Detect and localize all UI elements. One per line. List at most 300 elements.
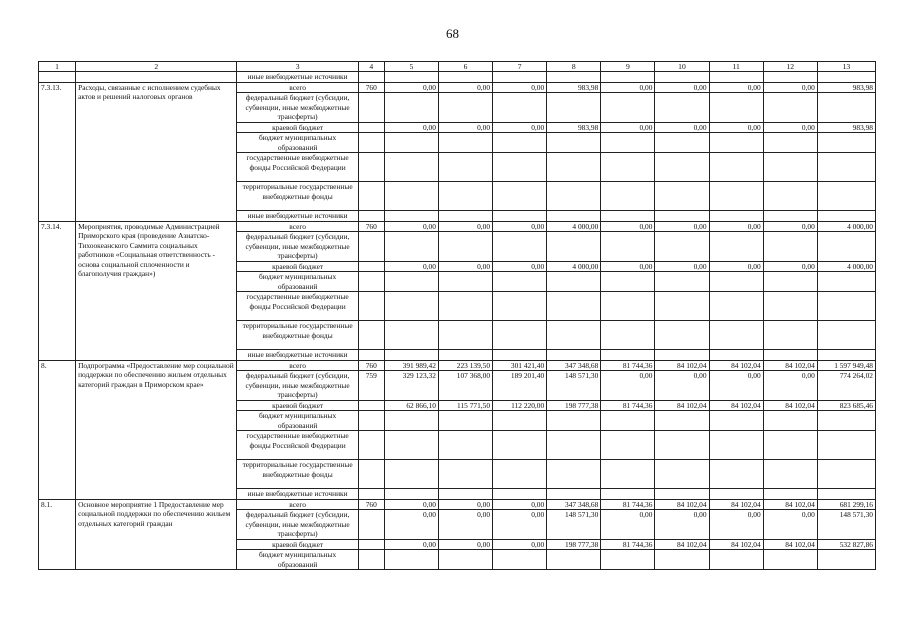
empty-cell xyxy=(601,272,655,292)
empty-cell xyxy=(763,133,817,153)
empty-cell xyxy=(655,350,709,361)
rc-code xyxy=(358,133,384,153)
empty-cell xyxy=(493,182,547,211)
source-label: бюджет муниципальных образований xyxy=(237,550,358,570)
value-cell: 0,00 xyxy=(655,82,709,93)
value-cell: 0,00 xyxy=(709,261,763,272)
empty-cell xyxy=(655,321,709,350)
value-cell: 84 102,04 xyxy=(655,499,709,510)
empty-cell xyxy=(601,133,655,153)
empty-cell xyxy=(655,153,709,182)
value-cell: 0,00 xyxy=(709,371,763,401)
value-cell: 0,00 xyxy=(438,221,492,232)
empty-cell xyxy=(655,411,709,431)
header-row xyxy=(39,62,876,72)
source-label: краевой бюджет xyxy=(237,261,358,272)
empty-cell xyxy=(655,460,709,489)
empty-cell xyxy=(493,93,547,123)
empty-cell xyxy=(817,153,875,182)
value-cell: 1 597 949,48 xyxy=(817,360,875,371)
value-cell: 983,98 xyxy=(817,122,875,133)
empty-cell xyxy=(438,272,492,292)
empty-cell xyxy=(655,211,709,222)
empty-cell xyxy=(709,411,763,431)
source-label: иные внебюджетные источники xyxy=(237,211,358,222)
empty-cell xyxy=(493,272,547,292)
empty-cell xyxy=(709,550,763,570)
column-header: 7 xyxy=(493,62,547,72)
value-cell: 223 139,50 xyxy=(438,360,492,371)
column-header: 8 xyxy=(547,62,601,72)
value-cell: 0,00 xyxy=(763,510,817,540)
value-cell: 823 685,46 xyxy=(817,400,875,411)
value-cell: 774 264,02 xyxy=(817,371,875,401)
empty-cell xyxy=(384,211,438,222)
value-cell: 0,00 xyxy=(601,261,655,272)
empty-cell xyxy=(763,211,817,222)
value-cell: 0,00 xyxy=(438,510,492,540)
value-cell: 148 571,30 xyxy=(817,510,875,540)
empty-cell xyxy=(817,72,875,83)
value-cell: 347 348,68 xyxy=(547,360,601,371)
value-cell: 0,00 xyxy=(438,122,492,133)
rc-code xyxy=(358,211,384,222)
source-label: государственные внебюджетные фонды Российской Федерации xyxy=(237,153,358,182)
rc-code xyxy=(358,93,384,123)
empty-cell xyxy=(493,460,547,489)
empty-cell xyxy=(601,72,655,83)
empty-cell xyxy=(547,232,601,262)
source-label: краевой бюджет xyxy=(237,539,358,550)
value-cell: 62 866,10 xyxy=(384,400,438,411)
empty-cell xyxy=(438,182,492,211)
empty-cell xyxy=(601,489,655,500)
empty-cell xyxy=(655,133,709,153)
value-cell: 301 421,40 xyxy=(493,360,547,371)
column-header: 6 xyxy=(438,62,492,72)
value-cell: 198 777,38 xyxy=(547,400,601,411)
empty-cell xyxy=(493,211,547,222)
empty-cell xyxy=(493,292,547,321)
empty-cell xyxy=(39,72,76,83)
empty-cell xyxy=(384,182,438,211)
column-header: 5 xyxy=(384,62,438,72)
empty-cell xyxy=(709,489,763,500)
empty-cell xyxy=(709,272,763,292)
empty-cell xyxy=(601,431,655,460)
empty-cell xyxy=(547,93,601,123)
rc-code xyxy=(358,122,384,133)
value-cell: 4 000,00 xyxy=(817,221,875,232)
value-cell: 0,00 xyxy=(438,539,492,550)
empty-cell xyxy=(655,182,709,211)
source-label: всего xyxy=(237,499,358,510)
value-cell: 0,00 xyxy=(384,82,438,93)
empty-cell xyxy=(438,133,492,153)
value-cell: 681 299,16 xyxy=(817,499,875,510)
empty-cell xyxy=(817,211,875,222)
value-cell: 81 744,36 xyxy=(601,360,655,371)
empty-cell xyxy=(547,292,601,321)
value-cell: 0,00 xyxy=(763,261,817,272)
empty-cell xyxy=(384,272,438,292)
rc-code xyxy=(358,460,384,489)
value-cell: 0,00 xyxy=(601,221,655,232)
empty-cell xyxy=(601,232,655,262)
rc-code xyxy=(358,550,384,570)
empty-cell xyxy=(493,153,547,182)
empty-cell xyxy=(493,321,547,350)
source-label: федеральный бюджет (субсидии, субвенции, иные межбюджетные трансферты) xyxy=(237,371,358,401)
value-cell: 84 102,04 xyxy=(655,360,709,371)
empty-cell xyxy=(763,292,817,321)
value-cell: 0,00 xyxy=(763,221,817,232)
empty-cell xyxy=(817,411,875,431)
value-cell: 84 102,04 xyxy=(709,400,763,411)
value-cell: 0,00 xyxy=(763,122,817,133)
empty-cell xyxy=(709,321,763,350)
row-name: Мероприятия, проводимые Администрацией Приморского края (проведение Азиатско-Тихоокеанского Саммита социальных работников «Социальная ответственность - основа социальной сплоченности и благополучия граждан») xyxy=(76,221,237,360)
empty-cell xyxy=(763,489,817,500)
value-cell: 4 000,00 xyxy=(817,261,875,272)
rc-code xyxy=(358,400,384,411)
rc-code xyxy=(358,321,384,350)
value-cell: 532 827,86 xyxy=(817,539,875,550)
empty-cell xyxy=(438,550,492,570)
empty-cell xyxy=(601,153,655,182)
source-label: территориальные государственные внебюджетные фонды xyxy=(237,460,358,489)
value-cell: 198 777,38 xyxy=(547,539,601,550)
empty-cell xyxy=(763,431,817,460)
empty-cell xyxy=(493,431,547,460)
column-header: 1 xyxy=(39,62,76,72)
source-label: бюджет муниципальных образований xyxy=(237,411,358,431)
value-cell: 0,00 xyxy=(493,510,547,540)
empty-cell xyxy=(601,211,655,222)
rc-code xyxy=(358,182,384,211)
value-cell: 0,00 xyxy=(655,221,709,232)
empty-cell xyxy=(547,133,601,153)
empty-cell xyxy=(384,431,438,460)
empty-cell xyxy=(763,272,817,292)
empty-cell xyxy=(817,460,875,489)
empty-cell xyxy=(709,460,763,489)
empty-cell xyxy=(493,489,547,500)
empty-cell xyxy=(763,550,817,570)
rc-code xyxy=(358,272,384,292)
value-cell: 84 102,04 xyxy=(763,539,817,550)
empty-cell xyxy=(655,292,709,321)
empty-cell xyxy=(384,133,438,153)
empty-cell xyxy=(384,232,438,262)
rc-code: 760 xyxy=(358,82,384,93)
empty-cell xyxy=(438,431,492,460)
empty-cell xyxy=(547,272,601,292)
empty-cell xyxy=(493,72,547,83)
table-row xyxy=(39,221,876,232)
value-cell: 0,00 xyxy=(601,122,655,133)
page-number: 68 xyxy=(446,26,459,41)
value-cell: 0,00 xyxy=(384,510,438,540)
rc-code: 759 xyxy=(358,371,384,401)
empty-cell xyxy=(384,72,438,83)
rc-code xyxy=(358,350,384,361)
source-label: федеральный бюджет (субсидии, субвенции, иные межбюджетные трансферты) xyxy=(237,93,358,123)
value-cell: 0,00 xyxy=(655,261,709,272)
empty-cell xyxy=(358,72,384,83)
value-cell: 84 102,04 xyxy=(655,539,709,550)
row-name: Основное мероприятие 1 Предоставление мер социальной поддержки по обеспечению жильем отдельных категорий граждан xyxy=(76,499,237,570)
empty-cell xyxy=(709,292,763,321)
empty-cell xyxy=(493,133,547,153)
value-cell: 0,00 xyxy=(384,539,438,550)
column-header: 3 xyxy=(237,62,358,72)
source-label: федеральный бюджет (субсидии, субвенции, иные межбюджетные трансферты) xyxy=(237,510,358,540)
value-cell: 84 102,04 xyxy=(763,499,817,510)
empty-cell xyxy=(709,93,763,123)
value-cell: 148 571,30 xyxy=(547,510,601,540)
empty-cell xyxy=(709,211,763,222)
row-name: Расходы, связанные с исполнением судебных актов и решений налоговых органов xyxy=(76,82,237,221)
value-cell: 148 571,30 xyxy=(547,371,601,401)
empty-cell xyxy=(763,321,817,350)
empty-cell xyxy=(438,153,492,182)
table-row xyxy=(39,499,876,510)
empty-cell xyxy=(709,153,763,182)
empty-cell xyxy=(817,93,875,123)
value-cell: 0,00 xyxy=(438,499,492,510)
value-cell: 0,00 xyxy=(709,510,763,540)
value-cell: 112 220,00 xyxy=(493,400,547,411)
empty-cell xyxy=(601,411,655,431)
empty-cell xyxy=(601,321,655,350)
table-row xyxy=(39,82,876,93)
empty-cell xyxy=(817,489,875,500)
value-cell: 189 201,40 xyxy=(493,371,547,401)
empty-cell xyxy=(547,211,601,222)
empty-cell xyxy=(76,72,237,83)
empty-cell xyxy=(709,232,763,262)
row-code: 8.1. xyxy=(39,499,76,570)
empty-cell xyxy=(438,460,492,489)
empty-cell xyxy=(655,489,709,500)
source-label: всего xyxy=(237,82,358,93)
source-label: всего xyxy=(237,360,358,371)
empty-cell xyxy=(384,550,438,570)
empty-cell xyxy=(438,411,492,431)
source-label: всего xyxy=(237,221,358,232)
empty-cell xyxy=(547,350,601,361)
rc-code xyxy=(358,292,384,321)
column-header: 9 xyxy=(601,62,655,72)
empty-cell xyxy=(655,72,709,83)
empty-cell xyxy=(655,93,709,123)
budget-table xyxy=(38,61,876,570)
source-label: территориальные государственные внебюджетные фонды xyxy=(237,182,358,211)
value-cell: 0,00 xyxy=(493,261,547,272)
empty-cell xyxy=(763,411,817,431)
value-cell: 0,00 xyxy=(438,82,492,93)
empty-cell xyxy=(601,93,655,123)
empty-cell xyxy=(817,182,875,211)
source-label: бюджет муниципальных образований xyxy=(237,133,358,153)
row-code: 8. xyxy=(39,360,76,499)
column-header: 12 xyxy=(763,62,817,72)
empty-cell xyxy=(655,232,709,262)
value-cell: 0,00 xyxy=(601,82,655,93)
value-cell: 107 368,00 xyxy=(438,371,492,401)
value-cell: 0,00 xyxy=(493,122,547,133)
value-cell: 0,00 xyxy=(655,510,709,540)
value-cell: 347 348,68 xyxy=(547,499,601,510)
empty-cell xyxy=(438,292,492,321)
value-cell: 0,00 xyxy=(763,82,817,93)
empty-cell xyxy=(601,460,655,489)
source-label: краевой бюджет xyxy=(237,122,358,133)
source-label: территориальные государственные внебюджетные фонды xyxy=(237,321,358,350)
column-header: 13 xyxy=(817,62,875,72)
row-code: 7.3.13. xyxy=(39,82,76,221)
empty-cell xyxy=(493,411,547,431)
value-cell: 0,00 xyxy=(493,82,547,93)
empty-cell xyxy=(817,272,875,292)
empty-cell xyxy=(709,431,763,460)
empty-cell xyxy=(817,133,875,153)
value-cell: 0,00 xyxy=(384,499,438,510)
empty-cell xyxy=(709,133,763,153)
value-cell: 0,00 xyxy=(709,82,763,93)
empty-cell xyxy=(601,350,655,361)
column-header: 2 xyxy=(76,62,237,72)
empty-cell xyxy=(547,411,601,431)
rc-code xyxy=(358,431,384,460)
value-cell: 84 102,04 xyxy=(655,400,709,411)
column-header: 4 xyxy=(358,62,384,72)
value-cell: 0,00 xyxy=(384,261,438,272)
value-cell: 329 123,32 xyxy=(384,371,438,401)
empty-cell xyxy=(438,489,492,500)
source-label: иные внебюджетные источники xyxy=(237,350,358,361)
source-label: иные внебюджетные источники xyxy=(237,489,358,500)
empty-cell xyxy=(817,232,875,262)
empty-cell xyxy=(817,350,875,361)
value-cell: 0,00 xyxy=(709,122,763,133)
row-name: Подпрограмма «Предоставление мер социальной поддержки по обеспечению жильем отдельных категорий граждан в Приморском крае» xyxy=(76,360,237,499)
value-cell: 391 989,42 xyxy=(384,360,438,371)
rc-code xyxy=(358,411,384,431)
empty-cell xyxy=(763,460,817,489)
empty-cell xyxy=(817,431,875,460)
empty-cell xyxy=(493,232,547,262)
empty-cell xyxy=(438,350,492,361)
empty-cell xyxy=(384,153,438,182)
empty-cell xyxy=(547,153,601,182)
rc-code xyxy=(358,261,384,272)
source-label: государственные внебюджетные фонды Российской Федерации xyxy=(237,292,358,321)
value-cell: 84 102,04 xyxy=(709,360,763,371)
rc-code xyxy=(358,232,384,262)
empty-cell xyxy=(817,550,875,570)
rc-code xyxy=(358,489,384,500)
value-cell: 0,00 xyxy=(438,261,492,272)
empty-cell xyxy=(547,72,601,83)
empty-cell xyxy=(655,550,709,570)
value-cell: 0,00 xyxy=(384,122,438,133)
value-cell: 0,00 xyxy=(601,510,655,540)
empty-cell xyxy=(763,72,817,83)
empty-cell xyxy=(655,431,709,460)
value-cell: 81 744,36 xyxy=(601,499,655,510)
empty-cell xyxy=(547,550,601,570)
empty-cell xyxy=(384,321,438,350)
value-cell: 84 102,04 xyxy=(709,499,763,510)
value-cell: 4 000,00 xyxy=(547,221,601,232)
empty-cell xyxy=(384,460,438,489)
empty-cell xyxy=(438,72,492,83)
value-cell: 84 102,04 xyxy=(763,400,817,411)
empty-cell xyxy=(384,350,438,361)
empty-cell xyxy=(763,232,817,262)
value-cell: 0,00 xyxy=(384,221,438,232)
empty-cell xyxy=(709,182,763,211)
value-cell: 0,00 xyxy=(709,221,763,232)
value-cell: 84 102,04 xyxy=(709,539,763,550)
empty-cell xyxy=(709,72,763,83)
rc-code: 760 xyxy=(358,360,384,371)
empty-cell xyxy=(384,489,438,500)
value-cell: 983,98 xyxy=(547,122,601,133)
value-cell: 115 771,50 xyxy=(438,400,492,411)
empty-cell xyxy=(601,292,655,321)
empty-cell xyxy=(763,93,817,123)
source-label: государственные внебюджетные фонды Российской Федерации xyxy=(237,431,358,460)
source-label: федеральный бюджет (субсидии, субвенции, иные межбюджетные трансферты) xyxy=(237,232,358,262)
empty-cell xyxy=(493,350,547,361)
empty-cell xyxy=(384,93,438,123)
empty-cell xyxy=(763,350,817,361)
empty-cell xyxy=(601,550,655,570)
empty-cell xyxy=(817,292,875,321)
empty-cell xyxy=(438,321,492,350)
source-label: краевой бюджет xyxy=(237,400,358,411)
value-cell: 0,00 xyxy=(655,371,709,401)
value-cell: 0,00 xyxy=(763,371,817,401)
column-header: 11 xyxy=(709,62,763,72)
rc-code xyxy=(358,510,384,540)
empty-cell xyxy=(709,350,763,361)
empty-cell xyxy=(384,292,438,321)
table-row xyxy=(39,72,876,83)
value-cell: 983,98 xyxy=(547,82,601,93)
empty-cell xyxy=(384,411,438,431)
value-cell: 0,00 xyxy=(655,122,709,133)
empty-cell xyxy=(547,460,601,489)
source-label: бюджет муниципальных образований xyxy=(237,272,358,292)
value-cell: 81 744,36 xyxy=(601,400,655,411)
value-cell: 0,00 xyxy=(601,371,655,401)
empty-cell xyxy=(438,211,492,222)
empty-cell xyxy=(547,182,601,211)
value-cell: 81 744,36 xyxy=(601,539,655,550)
table-row xyxy=(39,360,876,371)
empty-cell xyxy=(547,489,601,500)
empty-cell xyxy=(817,321,875,350)
rc-code xyxy=(358,153,384,182)
row-code: 7.3.14. xyxy=(39,221,76,360)
empty-cell xyxy=(438,93,492,123)
empty-cell xyxy=(438,232,492,262)
rc-code: 760 xyxy=(358,499,384,510)
